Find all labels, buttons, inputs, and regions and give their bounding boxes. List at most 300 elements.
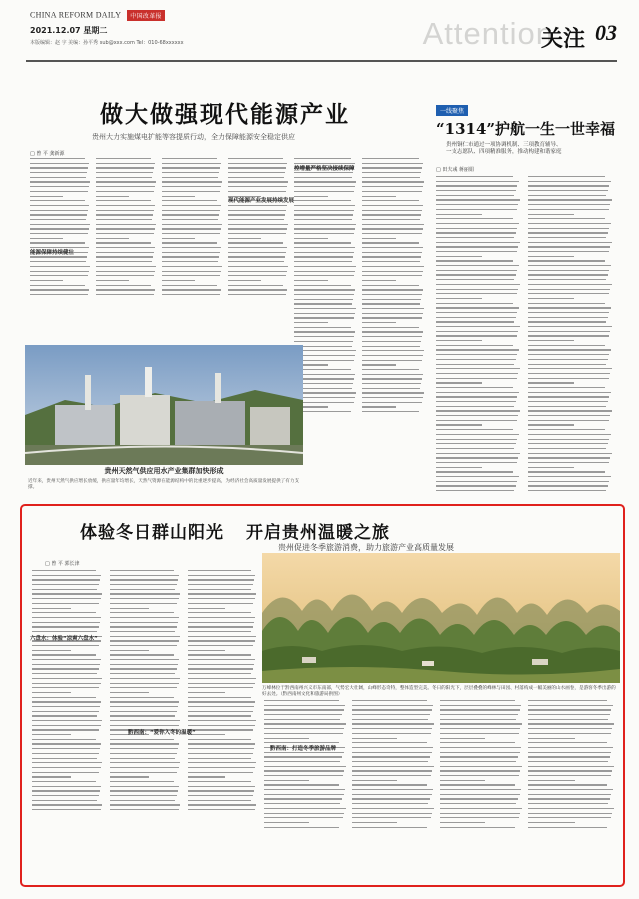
- text-line: [162, 167, 220, 168]
- text-line: [110, 673, 175, 674]
- text-line: [110, 809, 179, 810]
- text-line: [362, 303, 420, 304]
- text-line: [528, 728, 612, 729]
- text-line: [352, 761, 428, 762]
- article2-byline: □ 田夫彧 蒋丽娟: [436, 167, 474, 173]
- text-line: [110, 711, 177, 712]
- text-line: [162, 214, 219, 215]
- text-line: [264, 780, 309, 781]
- text-line: [352, 789, 433, 790]
- text-line: [440, 766, 522, 767]
- text-line: [162, 224, 222, 225]
- text-line: [352, 700, 427, 701]
- text-line: [436, 195, 514, 196]
- text-line: [528, 705, 613, 706]
- text-line: [440, 789, 521, 790]
- text-line: [188, 711, 253, 712]
- text-line: [264, 714, 342, 715]
- text-line: [110, 772, 177, 773]
- text-line: [528, 293, 609, 294]
- article1-column-4: [228, 158, 288, 299]
- text-line: [362, 163, 423, 164]
- article2-subtitle-line-1: 贵州铜仁市通过一项协调机制、三项教育辅导、: [446, 142, 562, 148]
- text-line: [294, 233, 354, 234]
- text-line: [96, 191, 154, 192]
- text-line: [96, 196, 129, 197]
- article1-column-1: [30, 158, 90, 299]
- text-line: [528, 204, 610, 205]
- text-line: [228, 163, 287, 164]
- text-line: [32, 593, 102, 594]
- featured-column-1: [32, 570, 102, 814]
- text-line: [32, 622, 100, 623]
- text-line: [228, 181, 288, 182]
- text-line: [528, 242, 612, 243]
- text-line: [32, 659, 101, 660]
- text-line: [528, 364, 606, 365]
- text-line: [188, 612, 251, 613]
- text-line: [528, 373, 610, 374]
- text-line: [30, 177, 86, 178]
- text-line: [110, 753, 177, 754]
- text-line: [528, 803, 608, 804]
- text-line: [436, 293, 517, 294]
- text-line: [362, 364, 396, 365]
- text-line: [528, 462, 609, 463]
- featured-photo: [262, 553, 620, 683]
- text-line: [528, 279, 606, 280]
- text-line: [362, 392, 424, 393]
- text-line: [440, 803, 516, 804]
- text-line: [188, 795, 253, 796]
- text-line: [436, 415, 518, 416]
- text-line: [528, 260, 605, 261]
- text-line: [436, 401, 516, 402]
- text-line: [228, 158, 283, 159]
- text-line: [32, 781, 96, 782]
- text-line: [436, 462, 517, 463]
- text-line: [188, 692, 225, 693]
- text-line: [30, 224, 90, 225]
- featured-subtitle: 贵州促进冬季旅游消费，助力旅游产业高质量发展: [278, 543, 454, 552]
- text-line: [528, 387, 605, 388]
- text-line: [32, 645, 99, 646]
- text-line: [528, 770, 612, 771]
- text-line: [528, 822, 575, 823]
- text-line: [110, 725, 179, 726]
- text-line: [436, 481, 517, 482]
- text-line: [436, 303, 513, 304]
- text-line: [352, 714, 430, 715]
- text-line: [528, 476, 611, 477]
- text-line: [436, 439, 517, 440]
- article1-photo-caption: 近年来，贵州天然气供应增长放缓，供应量年均增长，天然气资源在能源结构中的比重逐步提高，为经济社会高质量发展提供了有力支撑。: [28, 479, 300, 490]
- text-line: [528, 359, 608, 360]
- text-line: [162, 271, 221, 272]
- text-line: [528, 354, 609, 355]
- section-title: 关注: [540, 27, 585, 52]
- text-line: [528, 415, 610, 416]
- text-line: [528, 195, 606, 196]
- text-line: [528, 340, 574, 341]
- text-line: [188, 603, 253, 604]
- text-line: [352, 794, 432, 795]
- text-line: [294, 275, 354, 276]
- text-line: [362, 378, 422, 379]
- text-line: [528, 382, 574, 383]
- text-line: [110, 678, 180, 679]
- text-line: [528, 733, 611, 734]
- text-line: [188, 762, 256, 763]
- text-line: [96, 181, 156, 182]
- text-line: [436, 354, 517, 355]
- text-line: [362, 355, 423, 356]
- text-line: [110, 715, 175, 716]
- text-line: [440, 728, 520, 729]
- paper-name-text: CHINA REFORM DAILY: [30, 10, 121, 20]
- text-line: [162, 238, 195, 239]
- text-line: [436, 378, 517, 379]
- text-line: [228, 275, 286, 276]
- text-line: [110, 593, 180, 594]
- text-line: [362, 167, 422, 168]
- article2-subtitle-line-2: 一支志愿队、四项精准服务，推动构建和谐家庭: [446, 149, 562, 155]
- text-line: [294, 238, 328, 239]
- text-line: [362, 327, 419, 328]
- text-line: [528, 752, 611, 753]
- text-line: [440, 738, 485, 739]
- text-line: [264, 705, 345, 706]
- text-line: [110, 579, 178, 580]
- article1-column-2: [96, 158, 156, 299]
- text-line: [110, 631, 175, 632]
- text-line: [228, 214, 285, 215]
- text-line: [294, 200, 351, 201]
- text-line: [110, 603, 177, 604]
- text-line: [294, 181, 356, 182]
- text-line: [436, 345, 513, 346]
- text-line: [436, 443, 516, 444]
- text-line: [264, 728, 344, 729]
- article1-column-6: [362, 158, 424, 416]
- text-line: [162, 285, 217, 286]
- text-line: [162, 228, 221, 229]
- text-line: [110, 781, 174, 782]
- text-line: [110, 762, 180, 763]
- text-line: [188, 804, 256, 805]
- text-line: [440, 756, 518, 757]
- text-line: [110, 645, 177, 646]
- text-line: [436, 387, 513, 388]
- text-line: [362, 200, 419, 201]
- text-line: [528, 335, 609, 336]
- text-line: [228, 294, 286, 295]
- text-line: [264, 700, 339, 701]
- text-line: [362, 383, 421, 384]
- text-line: [264, 794, 344, 795]
- text-line: [352, 822, 397, 823]
- text-line: [264, 813, 344, 814]
- text-line: [110, 767, 179, 768]
- text-line: [30, 172, 87, 173]
- text-line: [528, 312, 609, 313]
- text-line: [294, 317, 354, 318]
- text-line: [96, 256, 153, 257]
- text-line: [110, 575, 179, 576]
- issue-date: 2021.12.07 星期二: [30, 26, 108, 35]
- text-line: [436, 490, 514, 491]
- text-line: [528, 424, 574, 425]
- text-line: [362, 191, 422, 192]
- text-line: [110, 617, 179, 618]
- text-line: [188, 729, 253, 730]
- text-line: [110, 598, 179, 599]
- text-line: [110, 786, 179, 787]
- text-line: [352, 784, 427, 785]
- text-line: [188, 589, 251, 590]
- text-line: [528, 349, 611, 350]
- featured-column-2: [110, 570, 180, 814]
- text-line: [32, 626, 99, 627]
- text-line: [362, 402, 422, 403]
- text-line: [188, 697, 251, 698]
- text-line: [110, 664, 178, 665]
- text-line: [440, 813, 520, 814]
- text-line: [436, 223, 519, 224]
- text-line: [294, 228, 355, 229]
- text-line: [30, 219, 86, 220]
- text-line: [32, 673, 97, 674]
- text-line: [440, 700, 515, 701]
- text-line: [362, 294, 422, 295]
- article1-heading-3: 控增量严格坚决接续保障: [294, 166, 355, 172]
- text-line: [188, 570, 251, 571]
- text-line: [528, 392, 611, 393]
- text-line: [162, 252, 220, 253]
- text-line: [528, 368, 612, 369]
- text-line: [440, 817, 519, 818]
- text-line: [436, 298, 482, 299]
- text-line: [32, 800, 97, 801]
- text-line: [110, 570, 174, 571]
- text-line: [30, 205, 89, 206]
- text-line: [294, 331, 355, 332]
- text-line: [110, 612, 174, 613]
- text-line: [188, 725, 255, 726]
- text-line: [528, 265, 611, 266]
- text-line: [436, 307, 519, 308]
- text-line: [440, 780, 485, 781]
- text-line: [528, 798, 610, 799]
- text-line: [362, 299, 421, 300]
- text-line: [294, 355, 355, 356]
- text-line: [436, 274, 516, 275]
- text-line: [228, 247, 287, 248]
- text-line: [228, 228, 287, 229]
- text-line: [228, 289, 287, 290]
- text-line: [436, 359, 516, 360]
- text-line: [264, 775, 343, 776]
- text-line: [436, 335, 517, 336]
- text-line: [228, 285, 283, 286]
- text-line: [188, 790, 254, 791]
- article1-byline: □ 曾 平 龚新源: [30, 151, 65, 157]
- text-line: [96, 252, 154, 253]
- text-line: [188, 608, 225, 609]
- text-line: [440, 719, 516, 720]
- text-line: [362, 406, 396, 407]
- text-line: [528, 420, 609, 421]
- text-line: [362, 341, 421, 342]
- text-line: [110, 701, 179, 702]
- text-line: [436, 471, 513, 472]
- text-line: [528, 490, 606, 491]
- text-line: [30, 275, 88, 276]
- text-line: [436, 312, 517, 313]
- text-line: [264, 817, 343, 818]
- text-line: [32, 786, 101, 787]
- text-line: [436, 209, 517, 210]
- text-line: [32, 725, 101, 726]
- text-line: [362, 350, 424, 351]
- text-line: [294, 256, 353, 257]
- article2-column-1: [436, 176, 520, 495]
- text-line: [188, 706, 254, 707]
- text-line: [32, 758, 97, 759]
- text-line: [32, 776, 71, 777]
- text-line: [362, 181, 424, 182]
- text-line: [264, 723, 346, 724]
- text-line: [32, 668, 99, 669]
- featured-column-7: [528, 700, 614, 831]
- text-line: [96, 266, 156, 267]
- text-line: [294, 374, 355, 375]
- text-line: [30, 285, 85, 286]
- text-line: [162, 158, 217, 159]
- text-line: [528, 307, 611, 308]
- text-line: [362, 308, 424, 309]
- text-line: [110, 650, 149, 651]
- text-line: [188, 748, 254, 749]
- text-line: [96, 205, 155, 206]
- text-line: [294, 327, 351, 328]
- text-line: [362, 271, 423, 272]
- text-line: [436, 242, 520, 243]
- text-line: [528, 794, 611, 795]
- text-line: [528, 199, 612, 200]
- text-line: [440, 822, 485, 823]
- text-line: [436, 457, 518, 458]
- text-line: [352, 817, 431, 818]
- text-line: [162, 210, 220, 211]
- text-line: [294, 285, 351, 286]
- text-line: [32, 603, 99, 604]
- featured-title-part-2: 开启贵州温暖之旅: [246, 523, 390, 543]
- text-line: [528, 185, 609, 186]
- text-line: [110, 584, 177, 585]
- text-line: [362, 346, 420, 347]
- text-line: [436, 364, 514, 365]
- text-line: [528, 448, 606, 449]
- text-line: [440, 794, 520, 795]
- article1-title: 做大做强现代能源产业: [100, 101, 350, 128]
- text-line: [32, 715, 97, 716]
- text-line: [96, 219, 152, 220]
- paper-name: [30, 10, 280, 21]
- text-line: [362, 177, 420, 178]
- text-line: [32, 729, 99, 730]
- text-line: [528, 723, 614, 724]
- text-line: [528, 331, 610, 332]
- text-line: [162, 200, 217, 201]
- text-line: [528, 813, 612, 814]
- text-line: [162, 289, 221, 290]
- text-line: [32, 748, 100, 749]
- industrial-plant-image: [25, 345, 303, 465]
- text-line: [436, 199, 520, 200]
- text-line: [30, 289, 89, 290]
- article1-photo-title: 贵州天然气供应用水产业集群加快形成: [104, 467, 224, 475]
- text-line: [32, 804, 102, 805]
- text-line: [228, 177, 284, 178]
- text-line: [96, 200, 151, 201]
- text-line: [30, 210, 88, 211]
- text-line: [30, 261, 86, 262]
- text-line: [32, 692, 71, 693]
- text-line: [352, 780, 397, 781]
- article1-column-5: [294, 158, 356, 416]
- text-line: [528, 439, 609, 440]
- text-line: [264, 709, 344, 710]
- text-line: [294, 322, 328, 323]
- text-line: [528, 747, 613, 748]
- text-line: [362, 233, 422, 234]
- text-line: [528, 246, 610, 247]
- text-line: [162, 205, 221, 206]
- text-line: [436, 429, 513, 430]
- text-line: [528, 232, 608, 233]
- text-line: [528, 321, 606, 322]
- text-line: [294, 196, 328, 197]
- text-line: [188, 743, 255, 744]
- text-line: [32, 701, 101, 702]
- text-line: [188, 659, 255, 660]
- text-line: [264, 784, 339, 785]
- text-line: [162, 186, 221, 187]
- text-line: [96, 280, 129, 281]
- text-line: [528, 317, 608, 318]
- text-line: [528, 181, 611, 182]
- text-line: [436, 190, 516, 191]
- text-line: [528, 406, 606, 407]
- text-line: [228, 242, 283, 243]
- text-line: [528, 700, 607, 701]
- text-line: [110, 636, 180, 637]
- text-line: [162, 177, 218, 178]
- text-line: [32, 598, 101, 599]
- text-line: [362, 374, 423, 375]
- text-line: [96, 233, 154, 234]
- text-line: [96, 294, 154, 295]
- attention-watermark: Attention: [422, 16, 554, 51]
- text-line: [30, 163, 89, 164]
- text-line: [528, 780, 575, 781]
- text-line: [162, 233, 220, 234]
- text-line: [162, 261, 218, 262]
- text-line: [352, 827, 427, 828]
- text-line: [362, 238, 396, 239]
- text-line: [32, 762, 102, 763]
